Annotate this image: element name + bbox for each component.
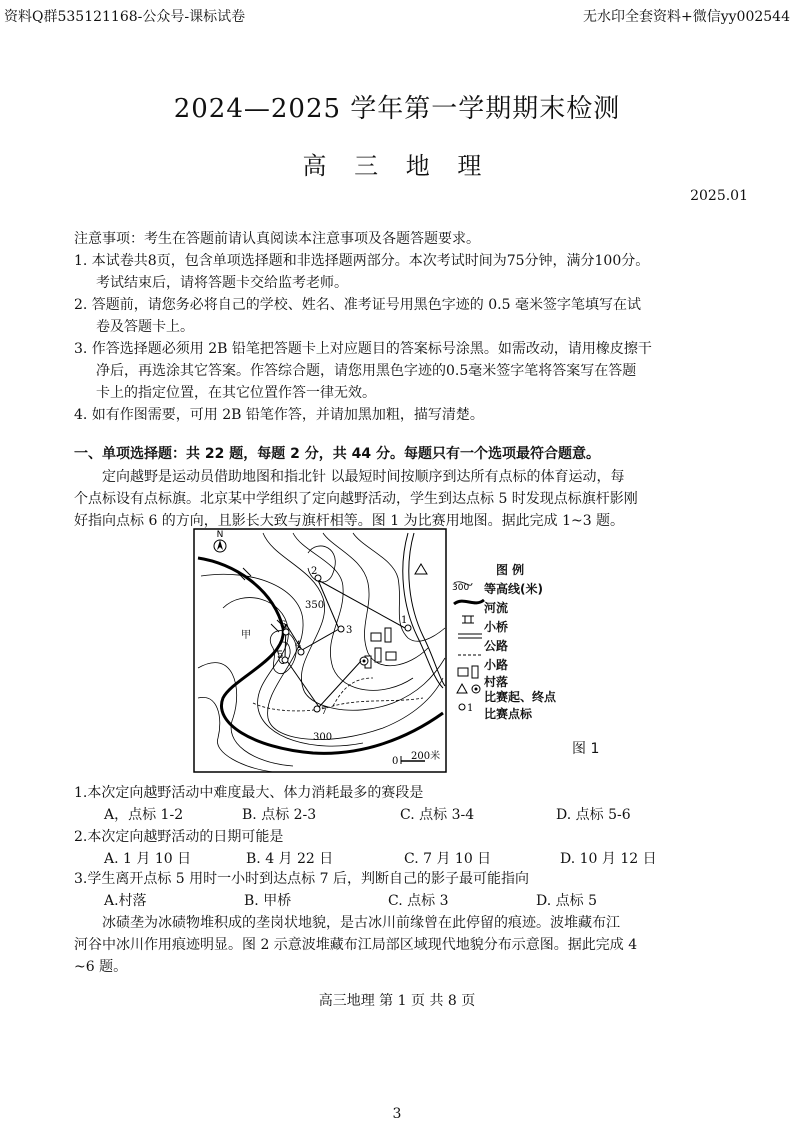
village-icon [371, 633, 381, 641]
legend-item: 小路 [484, 658, 509, 672]
notice-heading: 注意事项：考生在答题前请认真阅读本注意事项及各题答题要求。 [74, 231, 480, 247]
page-number: 3 [392, 1106, 402, 1122]
bridge-jia-label: 甲 [241, 630, 251, 641]
figure1-caption: 图 1 [572, 741, 600, 757]
legend-item: 比赛起、终点 [484, 690, 557, 704]
control-point-label: 5 [277, 650, 284, 661]
orienteering-map [193, 528, 447, 773]
legend-start-icon [457, 684, 467, 693]
page-footer: 高三地理 第 1 页 共 8 页 [318, 993, 476, 1009]
question-option: B. 甲桥 [244, 893, 292, 909]
control-point-label: 6 [280, 620, 287, 631]
question-option: D. 10 月 12 日 [560, 851, 657, 867]
north-label: N [216, 530, 224, 540]
notice-line: 卡上的指定位置，在其它位置作答一律无效。 [96, 385, 376, 401]
question-option: B. 4 月 22 日 [246, 851, 334, 867]
legend-item: 公路 [484, 639, 509, 653]
exam-subtitle: 高 三 地 理 [302, 152, 492, 180]
legend-river-icon [454, 600, 484, 604]
control-point-marker [338, 626, 344, 632]
question-stem: 2.本次定向越野活动的日期可能是 [74, 829, 284, 845]
question-option: D. 点标 5 [536, 893, 597, 909]
control-point-label: 7 [321, 706, 328, 717]
notice-line: 净后，再选涂其它答案。作答综合题，请您用黑色字迹的0.5毫米签字笔将答案写在答题 [96, 363, 637, 379]
control-point-label: 4 [295, 640, 302, 651]
scale-label: 200米 [411, 751, 441, 762]
question-option: A. 1 月 10 日 [104, 851, 192, 867]
legend-item: 村落 [484, 675, 509, 689]
section1-heading: 一、单项选择题：共 22 题，每题 2 分，共 44 分。每题只有一个选项最符合题意。 [74, 446, 600, 462]
question-option: D. 点标 5-6 [556, 807, 631, 823]
contour-label: 300 [313, 732, 333, 743]
legend-item: 等高线(米) [484, 582, 543, 596]
notice-line: 1. 本试卷共8页，包含单项选择题和非选择题两部分。本次考试时间为75分钟，满分100分。 [74, 253, 650, 269]
passage2-line: ~6 题。 [74, 959, 128, 975]
section1-intro-line: 定向越野是运动员借助地图和指北针 以最短时间按顺序到达所有点标的体育运动，每 [102, 469, 625, 485]
question-option: B. 点标 2-3 [242, 807, 317, 823]
notice-line: 考试结束后，请将答题卡交给监考老师。 [96, 275, 348, 291]
header-right-text: 无水印全套资料+微信yy002544 [583, 9, 790, 25]
legend-item: 小桥 [484, 620, 509, 634]
notice-line: 2. 答题前，请您务必将自己的学校、姓名、准考证号用黑色字迹的 0.5 毫米签字笔填写在试 [74, 297, 641, 313]
control-point-label: 3 [346, 625, 353, 636]
control-point-label: 2 [311, 566, 318, 577]
legend-bridge-icon [462, 616, 474, 623]
section1-intro-line: 个点标设有点标旗。北京某中学组织了定向越野活动，学生到达点标 5 时发现点标旗杆影刚 [74, 491, 638, 507]
header-left-text: 资料Q群535121168-公众号-课标试卷 [4, 9, 246, 25]
legend-contour-symbol: 300 [452, 583, 470, 593]
notice-line: 3. 作答选择题必须用 2B 铅笔把答题卡上对应题目的答案标号涂黑。如需改动，请用橡皮擦干 [74, 341, 652, 357]
notice-line: 4. 如有作图需要，可用 2B 铅笔作答，并请加黑加粗，描写清楚。 [74, 407, 484, 423]
question-stem: 3.学生离开点标 5 用时一小时到达点标 7 后，判断自己的影子最可能指向 [74, 871, 529, 887]
notice-line: 卷及答题卡上。 [96, 319, 194, 335]
section1-intro-line: 好指向点标 6 的方向，且影长大致与旗杆相等。图 1 为比赛用地图。据此完成 1~3 题。 [74, 513, 625, 529]
question-option: C. 点标 3-4 [400, 807, 475, 823]
legend-control-icon [459, 704, 465, 710]
exam-title: 2024—2025 学年第一学期期末检测 [173, 94, 621, 124]
exam-date: 2025.01 [690, 188, 748, 204]
question-option: C. 7 月 10 日 [404, 851, 492, 867]
control-point-marker [314, 706, 320, 712]
legend-road-icon [458, 634, 482, 638]
legend-control-symbol: 1 [467, 703, 474, 714]
control-point-label: 1 [401, 615, 408, 626]
question-option: A，点标 1-2 [104, 807, 184, 823]
passage2-line: 冰碛垄为冰碛物堆积成的垄岗状地貌，是古冰川前缘曾在此停留的痕迹。波堆藏布江 [102, 915, 620, 931]
question-option: A.村落 [104, 893, 147, 909]
question-stem: 1.本次定向越野活动中难度最大、体力消耗最多的赛段是 [74, 785, 424, 801]
legend-village-icon [458, 668, 468, 676]
legend-title: 图 例 [496, 563, 525, 577]
legend-item: 河流 [484, 601, 509, 615]
contour-label: 350 [305, 600, 325, 611]
passage2-line: 河谷中冰川作用痕迹明显。图 2 示意波堆藏布江局部区域现代地貌分布示意图。据此完成 4 [74, 937, 638, 953]
legend-item: 比赛点标 [484, 707, 533, 721]
scale-start-label: 0 [392, 756, 399, 767]
question-option: C. 点标 3 [388, 893, 449, 909]
